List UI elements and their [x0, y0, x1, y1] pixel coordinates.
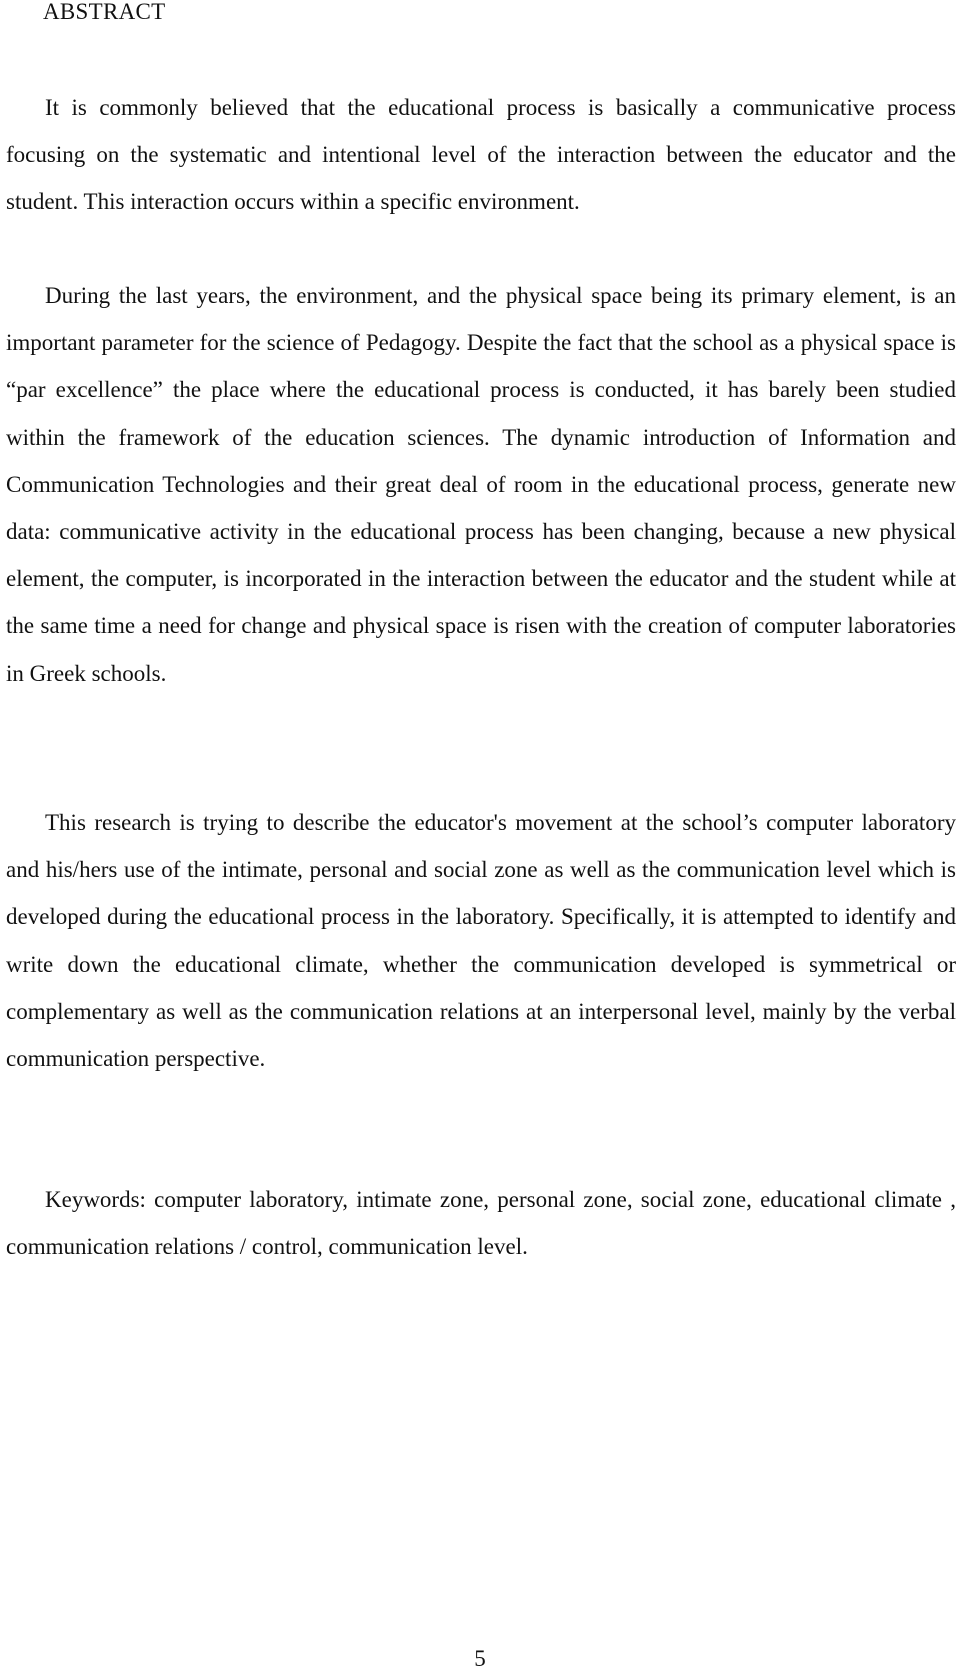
page-number: 5 — [474, 1646, 486, 1671]
abstract-paragraph-intro: It is commonly believed that the educational process is basically a communicative process focusing on the systematic and intentional level of the interaction between the educator and the student. This interaction occurs within a specific environment. — [6, 95, 956, 215]
abstract-paragraph-background: During the last years, the environment, and the physical space being its primary element, is an important parameter for the science of Pedagogy. Despite the fact that the school as a physical space is “par excellence” the place where the educational process is conducted, it has barely been studied within the framework of the education sciences. The dynamic introduction of Information and Communication Technologies and their great deal of room in the educational process, generate new data: communicative activity in the educational process has been changing, because a new physical element, the computer, is incorporated in the interaction between the educator and the student while at the same time a need for change and physical space is risen with the creation of computer laboratories in Greek schools. — [6, 283, 956, 686]
abstract-heading: ABSTRACT — [43, 0, 166, 24]
abstract-paragraph-research-aim: This research is trying to describe the educator's movement at the school’s computer laboratory and his/hers use of the intimate, personal and social zone as well as the communication level which is developed during the educational process in the laboratory. Specifically, it is attempted to identify and write down the educational climate, whether the communication developed is symmetrical or complementary as well as the communication relations at an interpersonal level, mainly by the verbal communication perspective. — [6, 810, 956, 1072]
keywords-paragraph: Keywords: computer laboratory, intimate zone, personal zone, social zone, educational climate , communication relations / control, communication level. — [6, 1187, 956, 1260]
